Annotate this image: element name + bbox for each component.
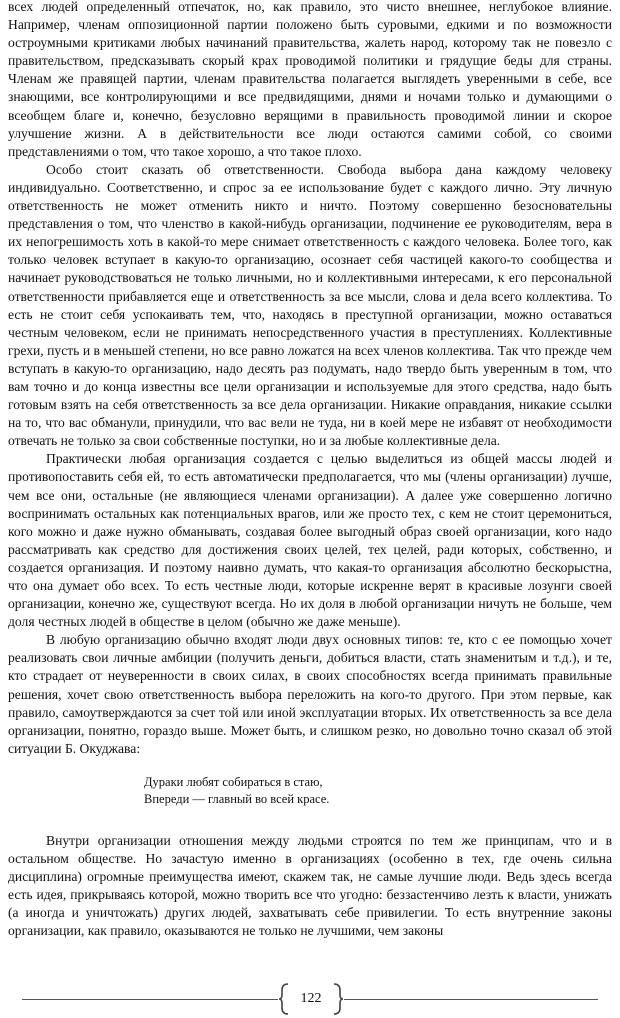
left-brace-icon: [278, 982, 290, 1016]
poem-quote: [8, 774, 612, 808]
paragraph-5: Внутри организации отношения между людьми строятся по тем же принципам, что и в остальном обществе. Но зачастую именно в организациях (особенно в тех, где очень сильна дисциплина) огромные преимущества имеют, скажем так, не самые лучшие люди. Ведь здесь всегда есть идея, прикрываясь которой, можно творить все что угодно: беззастенчиво лезть к власти, унижать (а иногда и уничтожать) других людей, захватывать себе привилегии. То есть внутренние законы организации, как правило, оказываются не только не лучшими, чем законы: [8, 832, 612, 939]
footer-rule-left: [22, 999, 278, 1000]
page-footer: [0, 982, 620, 1016]
poem-line-1: Дураки любят собираться в стаю,: [144, 774, 323, 789]
paragraph-4: В любую организацию обычно входят люди двух основных типов: те, кто с ее помощью хочет реализовать свои личные амбиции (получить деньги, добиться власти, стать знаменитым и т.д.), и те, кто страдает от неуверенности в своих силах, в своих способностях всегда принимать правильные решения, хочет свою ответственность выбора переложить на кого-то другого. При этом первые, как правило, самоутверждаются за счет той или иной эксплуатации вторых. Их ответственность за все дела организации, понятно, гораздо выше. Может быть, и слишком резко, но довольно точно сказал об этой ситуации Б. Окуджава:: [8, 632, 612, 756]
right-brace-icon: [332, 982, 344, 1016]
page-number: 122: [300, 991, 322, 1006]
poem-line-2: Впереди — главный во всей красе.: [144, 791, 330, 806]
paragraph-1: всех людей определенный отпечаток, но, как правило, это чисто внешнее, неглубокое влияние. Например, членам оппозиционной партии положено быть суровыми, едкими и по возможности остроумными критиками любых начинаний правительства, жалеть народ, которому так не повезло с правительством, предсказывать скорый крах проводимой политики и грядущие беды для страны. Членам же правящей партии, членам правительства полагается выглядеть уверенными в себе, все знающими, все контролирующими и все предвидящими, днями и ночами только и думающими о всеобщем благе и, конечно, безусловно верящими в правильность проводимой линии и скорое улучшение жизни. А в действительности все люди остаются самими собой, со своими представлениями о том, что такое хорошо, а что такое плохо.: [8, 0, 612, 159]
paragraph-3: Практически любая организация создается с целью выделиться из общей массы людей и противопоставить себя ей, то есть автоматически предполагается, что мы (члены организации) лучше, чем все они, остальные (не являющиеся членами организации). А далее уже совершенно логично воспринимать остальных как потенциальных врагов, или же просто тех, с кем не стоит церемониться, кого можно и даже нужно обманывать, создавая более выгодный образ своей организации, кого надо рассматривать как средство для достижения своих целей, тех целей, ради которых, собственно, и создается организация. И поэтому наивно думать, что какая-то организация абсолютно бескорыстна, что она думает обо всех. То есть честные люди, которые искренне верят в красивые лозунги своей организации, конечно же, существуют всегда. Но их доля в любой организации ничуть не больше, чем доля честных людей в обществе в целом (обычно же даже меньше).: [8, 451, 612, 630]
body-text: [8, 0, 612, 941]
footer-rule-right: [344, 999, 598, 1000]
paragraph-2: Особо стоит сказать об ответственности. Свобода выбора дана каждому человеку индивидуально. Соответственно, и спрос за ее использование будет с каждого лично. Эту личную ответственность не может отменить никто и ничто. Поэтому совершенно безосновательны представления о том, что членство в какой-нибудь организации, подчинение ее руководителям, вера в их непогрешимость хоть в какой-то мере снимает ответственность с каждого человека. Более того, как только человек вступает в какую-то организацию, осознает себя частицей какого-то сообщества и начинает руководствоваться не только личными, но и коллективными интересами, к его персональной ответственности прибавляется еще и ответственность за все мысли, слова и дела всего коллектива. То есть не стоит себя успокаивать тем, что, находясь в преступной организации, можно оставаться честным человеком, если не принимать непосредственного участия в преступлениях. Коллективные грехи, пусть и в меньшей степени, но все равно ложатся на всех членов коллектива. Так что прежде чем вступать в какую-то организацию, надо десять раз подумать, надо твердо быть уверенным в том, что вам точно и до конца известны все цели организации и используемые для этого средства, надо быть готовым взять на себя ответственность за все дела организации. Никакие оправдания, никакие ссылки на то, что вас обманули, принудили, что вас вели не туда, ни в коей мере не избавят от необходимости отвечать не только за свои собственные поступки, но и за любые коллективные дела.: [8, 161, 612, 449]
